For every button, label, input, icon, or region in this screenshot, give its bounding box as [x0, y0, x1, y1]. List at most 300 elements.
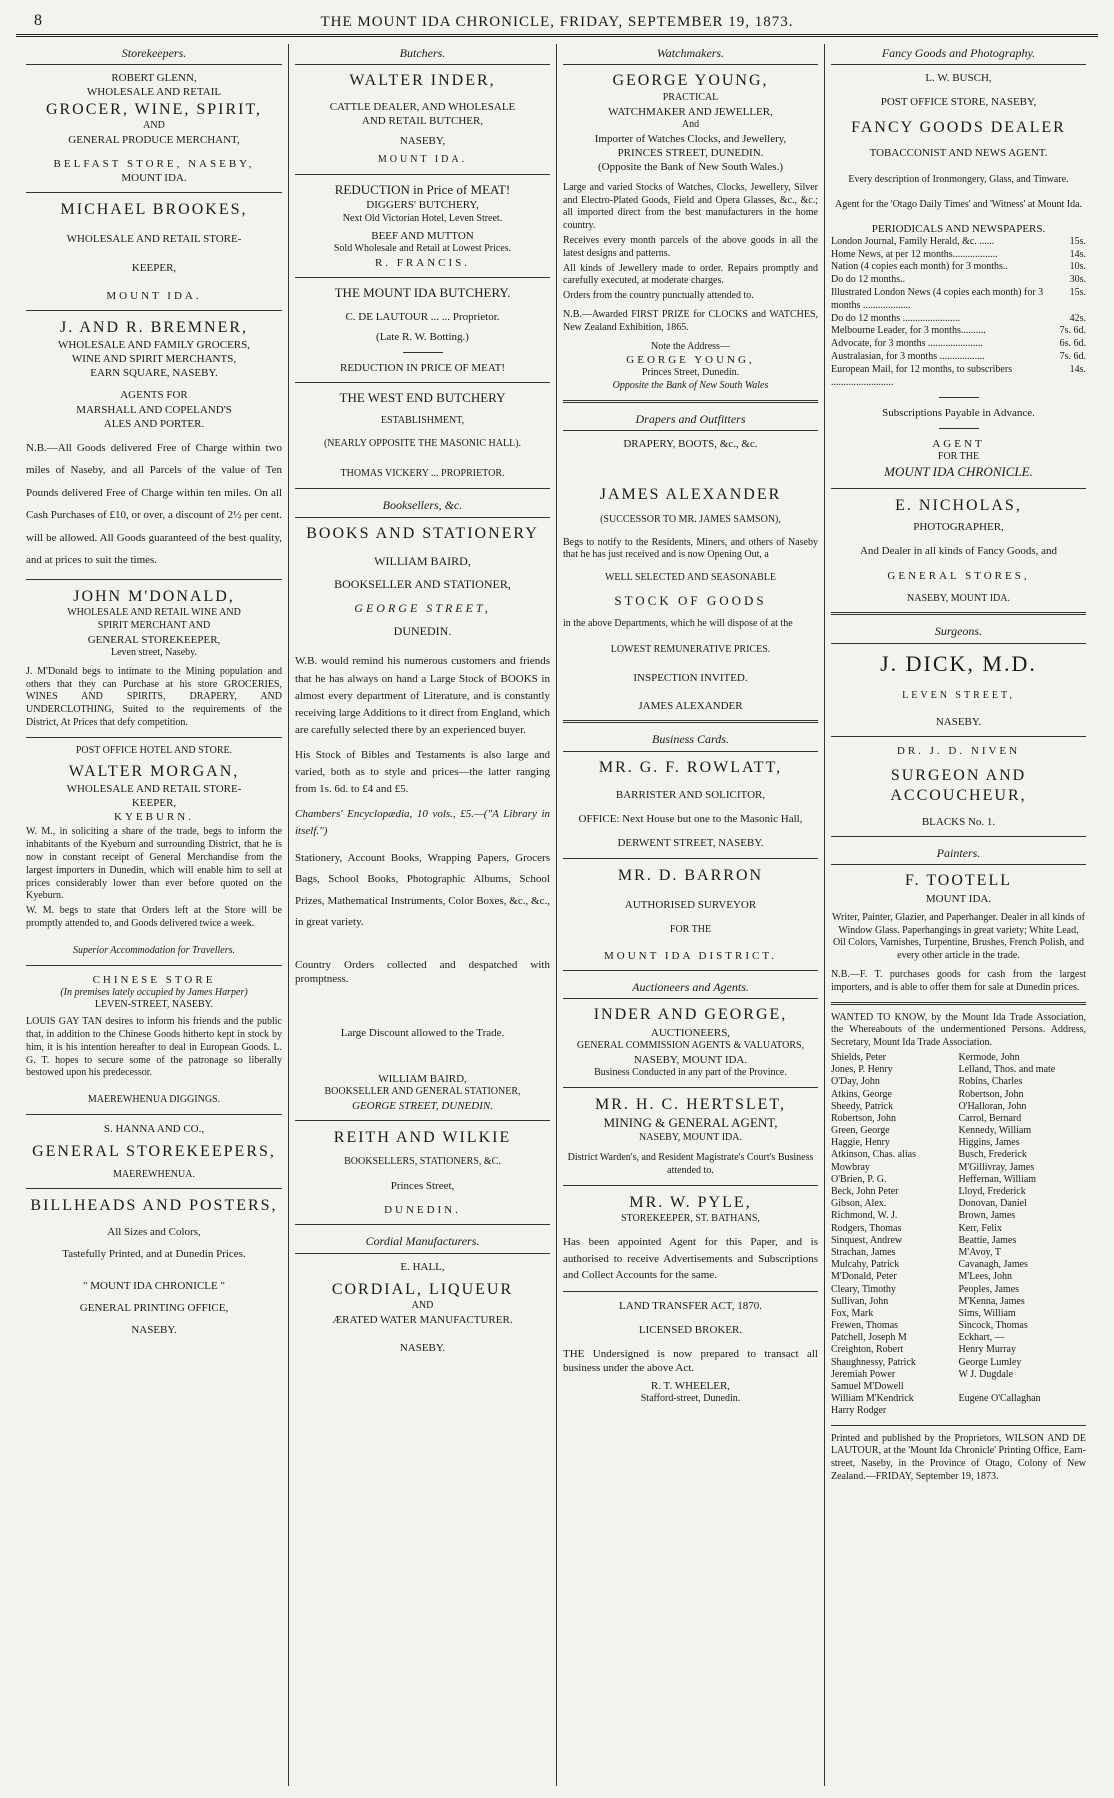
- ad-line: REDUCTION IN PRICE OF MEAT!: [340, 362, 505, 375]
- ad-tootell: [831, 871, 1086, 994]
- ad-chinese-store: [26, 973, 282, 1107]
- ad-line: L. W. BUSCH,: [925, 72, 992, 85]
- ad-niven: [831, 744, 1086, 829]
- name-entry: William M'Kendrick: [831, 1393, 914, 1405]
- name-entry: Atkinson, Chas. alias: [831, 1149, 916, 1161]
- ad-text: Has been appointed Agent for this Paper, and is authorised to receive Advertisements and Subscriptions and Collect Accounts for the same.: [563, 1236, 818, 1282]
- price-row: [831, 236, 1086, 249]
- names-list-right: [959, 1052, 1087, 1418]
- price-row: [831, 338, 1086, 351]
- ad-baird: [295, 524, 550, 1113]
- ad-line: AND: [411, 1300, 434, 1312]
- ad-line: R. FRANCIS.: [374, 257, 471, 270]
- ad-inder: [295, 71, 550, 167]
- ad-line: WATCHMAKER AND JEWELLER,: [608, 105, 773, 118]
- ad-line: (Late R. W. Botting.): [376, 331, 469, 344]
- name-entry: Sheedy, Patrick: [831, 1100, 894, 1112]
- ad-hertslet: [563, 1095, 818, 1178]
- ad-line: MR. D. BARRON: [617, 866, 764, 884]
- price-value: 30s.: [1069, 274, 1086, 286]
- ad-line: MICHAEL BROOKES,: [60, 201, 248, 219]
- name-entry: Robertson, John: [831, 1112, 896, 1124]
- name-entry: Cavanagh, James: [958, 1259, 1028, 1271]
- name-entry: Mulcahy, Patrick: [831, 1259, 900, 1271]
- name-entry: Mowbray: [831, 1161, 870, 1173]
- short-rule: [403, 352, 443, 353]
- section-heading-fancy-goods: Fancy Goods and Photography.: [831, 44, 1086, 65]
- ad-text: Orders from the country punctually attended to.: [563, 290, 754, 302]
- ad-line: WHOLESALE AND RETAIL STORE-: [66, 233, 242, 246]
- section-heading-surgeons: Surgeons.: [831, 622, 1086, 643]
- ad-line: AGENTS FOR: [120, 389, 188, 402]
- name-entry: Sims, William: [958, 1307, 1016, 1319]
- ad-text: Large and varied Stocks of Watches, Clocks, Jewellery, Silver and Electro-Plated Goods, Field and Opera Glasses, &c., &c.; all imported direct from the best manufacturers in the home country.: [563, 181, 818, 232]
- ad-text: Country Orders collected and despatched with promptness.: [295, 958, 550, 985]
- name-entry: Haggie, Henry: [831, 1137, 890, 1149]
- ad-line: NASEBY.: [399, 1342, 446, 1355]
- ad-pyle: [563, 1193, 818, 1284]
- ad-line: GENERAL PRINTING OFFICE,: [79, 1302, 229, 1315]
- price-value: 15s.: [1069, 235, 1086, 247]
- ad-dick: [831, 650, 1086, 729]
- price-row: [831, 261, 1086, 274]
- ad-line: WELL SELECTED AND SEASONABLE: [604, 572, 776, 584]
- ad-line: PERIODICALS AND NEWSPAPERS.: [871, 222, 1046, 235]
- ad-line: GENERAL STORES,: [887, 569, 1030, 582]
- name-entry: Beattie, James: [958, 1234, 1017, 1246]
- ad-line: WHOLESALE AND FAMILY GROCERS,: [57, 339, 250, 352]
- ad-line: SURGEON AND ACCOUCHEUR,: [890, 766, 1027, 805]
- ad-line: WHOLESALE AND RETAIL: [86, 86, 222, 99]
- price-row: [831, 274, 1086, 287]
- ad-line: WILLIAM BAIRD,: [374, 554, 471, 569]
- ad-line: GEORGE STREET,: [354, 600, 491, 615]
- name-entry: Rodgers, Thomas: [831, 1222, 902, 1234]
- price-row: [831, 249, 1086, 262]
- ad-line: Princes Street, Dunedin.: [641, 367, 740, 379]
- name-entry: Sincock, Thomas: [958, 1320, 1028, 1332]
- ad-line: PHOTOGRAPHER,: [913, 521, 1004, 534]
- section-heading-drapers: Drapers and Outfitters: [563, 410, 818, 431]
- ad-nicholas: [831, 496, 1086, 606]
- ad-bremner: [26, 318, 282, 572]
- ad-line: REDUCTION in Price of MEAT!: [334, 181, 511, 197]
- name-entry: Henry Murray: [958, 1344, 1016, 1356]
- name-entry: M'Lees, John: [958, 1271, 1012, 1283]
- ad-line: E. NICHOLAS,: [895, 496, 1022, 514]
- ad-inder-george: [563, 1005, 818, 1079]
- ad-line: (SUCCESSOR TO MR. JAMES SAMSON),: [600, 513, 781, 525]
- ad-text: THE Undersigned is now prepared to transact all business under the above Act.: [563, 1347, 818, 1374]
- ad-text: W. M. begs to state that Orders left at the Store will be promptly attended to, and Goods delivered twice a week.: [26, 905, 282, 929]
- price-value: 14s.: [1069, 248, 1086, 260]
- ad-line: GROCER, WINE, SPIRIT,: [45, 100, 263, 118]
- ad-line: ESTABLISHMENT,: [380, 414, 465, 426]
- ad-line: WINE AND SPIRIT MERCHANTS,: [71, 353, 237, 366]
- ad-brookes: [26, 200, 282, 303]
- ad-text: Large Discount allowed to the Trade.: [340, 1026, 505, 1039]
- ad-glenn: [26, 71, 282, 185]
- ad-diggers-butchery: [295, 182, 550, 270]
- ad-alexander: [563, 437, 818, 713]
- ad-billheads: [26, 1196, 282, 1337]
- column-1: [20, 44, 288, 1786]
- ad-line: INSPECTION INVITED.: [633, 672, 748, 685]
- ad-line: AUTHORISED SURVEYOR: [624, 898, 757, 911]
- short-rule: [939, 397, 979, 398]
- column-2: [288, 44, 556, 1786]
- section-heading-booksellers: Booksellers, &c.: [295, 496, 550, 517]
- masthead-rule: [16, 34, 1098, 37]
- name-entry: Kerr, Felix: [958, 1222, 1002, 1234]
- ad-line: (In premises lately occupied by James Harper): [60, 986, 248, 998]
- ad-text: His Stock of Bibles and Testaments is also large and varied, both as to style and prices—the latter ranging from 1s. 6d. to £4 and £5.: [295, 748, 550, 795]
- ad-text: Stationery, Account Books, Wrapping Papers, Grocers Bags, School Books, Photographic Albums, School Prizes, Mathematical Instruments, Color Boxes, &c., &c., in great variety.: [295, 851, 550, 929]
- ad-line: NASEBY,: [399, 134, 446, 147]
- section-heading-business-cards: Business Cards.: [563, 730, 818, 751]
- ad-line: GEORGE YOUNG,: [612, 72, 769, 90]
- name-entry: M'Kenna, James: [958, 1295, 1025, 1307]
- price-label: Nation (4 copies each month) for 3 months..: [831, 261, 1008, 273]
- price-value: 42s.: [1069, 312, 1086, 324]
- divider: [26, 310, 282, 311]
- name-entry: Lelland, Thos. and mate: [958, 1064, 1056, 1076]
- price-label: Advocate, for 3 months ......................: [831, 338, 983, 350]
- name-entry: Creighton, Robert: [831, 1344, 904, 1356]
- ad-line: SPIRIT MERCHANT AND: [97, 620, 211, 632]
- price-value: 6s. 6d.: [1059, 338, 1086, 350]
- ad-line: DUNEDIN.: [384, 1204, 461, 1217]
- price-list: [831, 236, 1086, 390]
- divider: [831, 612, 1086, 615]
- section-heading-painters: Painters.: [831, 844, 1086, 865]
- ad-text: Agent for the 'Otago Daily Times' and 'Witness' at Mount Ida.: [834, 198, 1083, 210]
- ad-line: And Dealer in all kinds of Fancy Goods, and: [859, 545, 1058, 558]
- divider: [295, 1224, 550, 1225]
- name-entry: Frewen, Thomas: [831, 1320, 899, 1332]
- ad-line: C. DE LAUTOUR ... ... Proprietor.: [345, 310, 500, 323]
- ad-line: MOUNT IDA.: [925, 892, 992, 905]
- ad-west-end-butchery: [295, 390, 550, 481]
- ad-line: LOWEST REMUNERATIVE PRICES.: [610, 644, 771, 656]
- ad-line: (NEARLY OPPOSITE THE MASONIC HALL).: [323, 437, 522, 449]
- price-value: 7s. 6d.: [1059, 325, 1086, 337]
- ad-line: AUCTIONEERS,: [650, 1026, 731, 1039]
- ad-line: BOOKSELLERS, STATIONERS, &C.: [344, 1156, 501, 1168]
- ad-line: ÆRATED WATER MANUFACTURER.: [332, 1313, 513, 1326]
- names-list-left: [831, 1052, 959, 1418]
- ad-rowlatt: [563, 758, 818, 851]
- name-entry: George Lumley: [958, 1356, 1022, 1368]
- ad-line: BELFAST STORE, NASEBY,: [53, 157, 255, 170]
- price-label: Illustrated London News (4 copies each month) for 3 months ...................: [831, 286, 1044, 311]
- name-entry: Carrol, Bernard: [958, 1112, 1022, 1124]
- ad-line: Business Conducted in any part of the Province.: [594, 1066, 787, 1078]
- ad-line: LICENSED BROKER.: [638, 1323, 743, 1336]
- ad-line: FOR THE: [937, 451, 980, 463]
- ad-line: ALES AND PORTER.: [103, 417, 205, 430]
- divider: [26, 192, 282, 193]
- name-entry: Robins, Charles: [958, 1076, 1023, 1088]
- ad-line: POST OFFICE HOTEL AND STORE.: [75, 744, 233, 756]
- ad-line: GENERAL PRODUCE MERCHANT,: [68, 133, 240, 146]
- ad-land-transfer: [563, 1299, 818, 1406]
- ad-mount-ida-butchery: [295, 285, 550, 375]
- price-row: [831, 313, 1086, 326]
- ad-line: All Sizes and Colors,: [107, 1225, 201, 1238]
- ad-line: MARSHALL AND COPELAND'S: [76, 403, 232, 416]
- ad-line: JAMES ALEXANDER: [599, 486, 782, 504]
- ad-line: WHOLESALE AND RETAIL WINE AND: [67, 607, 241, 619]
- page-title: THE MOUNT IDA CHRONICLE, FRIDAY, SEPTEMBER 19, 1873.: [320, 14, 794, 30]
- ad-line: GEORGE STREET, DUNEDIN.: [352, 1099, 493, 1112]
- ad-line: NASEBY.: [131, 1324, 177, 1337]
- ad-line: DERWENT STREET, NASEBY.: [617, 837, 764, 850]
- name-entry: Peoples, James: [958, 1283, 1020, 1295]
- ad-line: Princes Street,: [390, 1180, 455, 1193]
- divider: [26, 737, 282, 738]
- ad-line: NASEBY, MOUNT IDA.: [639, 1131, 742, 1143]
- ad-barron: [563, 866, 818, 963]
- divider: [295, 174, 550, 175]
- ad-line: KYEBURN.: [114, 811, 194, 824]
- ad-busch: [831, 71, 1086, 481]
- price-label: Do do 12 months .......................: [831, 312, 961, 324]
- name-entry: M'Avoy, T: [958, 1246, 1001, 1258]
- ad-line: DR. J. D. NIVEN: [896, 744, 1021, 757]
- ad-line: DRAPERY, BOOTS, &c., &c.: [623, 438, 758, 451]
- name-entry: Cleary, Timothy: [831, 1283, 896, 1295]
- name-entry: Atkins, George: [831, 1088, 892, 1100]
- ad-text: LOUIS GAY TAN desires to inform his friends and the public that, in addition to the Chinese Goods hitherto kept in stock by him, it is his intention hereafter to deal in European Goods. L. G. T. hopes to secure some of the patronage so liberally bestowed upon his predecessor.: [26, 1016, 282, 1079]
- name-entry: Richmond, W. J.: [831, 1210, 898, 1222]
- ad-line: MOUNT IDA.: [106, 289, 202, 302]
- divider: [563, 858, 818, 859]
- ad-line: MOUNT IDA.: [121, 171, 187, 184]
- ad-text: Every description of Ironmongery, Glass, and Tinware.: [848, 174, 1069, 186]
- name-entry: Green, George: [831, 1125, 890, 1137]
- ad-line: NASEBY, MOUNT IDA.: [907, 592, 1010, 604]
- ad-text: in the above Departments, which he will dispose of at the: [563, 617, 793, 629]
- ad-hall: [295, 1260, 550, 1356]
- ad-line: Sold Wholesale and Retail at Lowest Prices.: [333, 243, 512, 255]
- ad-line: PRINCES STREET, DUNEDIN.: [617, 146, 764, 159]
- ad-line: DIGGERS' BUTCHERY,: [366, 199, 479, 212]
- ad-text: N.B.—Awarded FIRST PRIZE for CLOCKS and WATCHES, New Zealand Exhibition, 1865.: [563, 308, 818, 333]
- price-value: 7s. 6d.: [1059, 350, 1086, 362]
- ad-wanted-to-know: [831, 1012, 1086, 1418]
- section-heading-watchmakers: Watchmakers.: [563, 44, 818, 65]
- name-entry: Strachan, James: [831, 1246, 896, 1258]
- name-entry: Jeremiah Power: [831, 1368, 896, 1380]
- divider: [563, 1291, 818, 1292]
- price-label: Home News, at per 12 months..................: [831, 248, 998, 260]
- ad-hanna: [26, 1122, 282, 1181]
- divider: [295, 488, 550, 489]
- ad-line: OFFICE: Next House but one to the Masonic Hall,: [578, 813, 803, 826]
- ad-line: LAND TRANSFER ACT, 1870.: [619, 1299, 762, 1312]
- ad-morgan: [26, 745, 282, 958]
- price-row: [831, 364, 1086, 390]
- ad-text: W. M., in soliciting a share of the trade, begs to inform the inhabitants of the Kyeburn and surrounding District, that he is now in constant receipt of General Merchandise from the largest importers in Dunedin, which will enable him to sell at prices considerably lower than ever before quoted on the Kyeburn.: [26, 826, 282, 902]
- name-entry: Heffernan, William: [958, 1173, 1037, 1185]
- short-rule: [939, 428, 979, 429]
- ad-line: BOOKSELLER AND GENERAL STATIONER,: [324, 1085, 521, 1097]
- divider: [563, 1185, 818, 1186]
- ad-line: GEORGE YOUNG,: [626, 354, 755, 367]
- ad-line: S. HANNA AND CO.,: [103, 1122, 205, 1135]
- ad-line: MAEREWHENUA.: [113, 1168, 195, 1180]
- section-heading-storekeepers: Storekeepers.: [26, 44, 282, 65]
- ad-line: J. AND R. BREMNER,: [59, 318, 249, 336]
- name-entry: Samuel M'Dowell: [831, 1381, 904, 1392]
- ad-mcdonald: [26, 587, 282, 730]
- ad-line: MOUNT IDA.: [377, 154, 468, 166]
- ad-line: J. DICK, M.D.: [880, 650, 1037, 676]
- ad-line: Superior Accommodation for Travellers.: [72, 944, 236, 956]
- name-entry: Robertson, John: [958, 1088, 1024, 1100]
- ad-line: F. TOOTELL: [904, 872, 1012, 890]
- ad-line: JOHN M'DONALD,: [73, 587, 235, 605]
- price-label: European Mail, for 12 months, to subscribers .........................: [831, 363, 1013, 388]
- ad-line: WALTER INDER,: [349, 72, 496, 90]
- divider: [831, 1425, 1086, 1426]
- ad-line: THE WEST END BUTCHERY: [339, 390, 506, 406]
- ad-line: CATTLE DEALER, AND WHOLESALE: [329, 100, 516, 113]
- ad-line: Note the Address—: [651, 340, 730, 352]
- ad-line: GENERAL STOREKEEPER,: [87, 634, 221, 646]
- name-entry: O'Halloran, John: [958, 1100, 1027, 1112]
- name-entry: Harry Rodger: [831, 1405, 887, 1417]
- ad-text: Chambers' Encyclopædia, 10 vols., £5.—("A Library in itself."): [295, 807, 550, 837]
- ad-line: REITH AND WILKIE: [333, 1128, 512, 1146]
- ad-line: DUNEDIN.: [393, 624, 452, 639]
- ad-line: WILLIAM BAIRD,: [378, 1072, 467, 1085]
- ad-text: N.B.—All Goods delivered Free of Charge within two miles of Naseby, and all Parcels of the value of Ten Pounds delivered Free of Charge within ten miles. On all Cash Purchases of £10, or over, a discount of 2½ per cent. will be allowed. All Goods guaranteed of the best quality, and at prices to suit the times.: [26, 441, 282, 567]
- name-entry: Donovan, Daniel: [958, 1198, 1027, 1210]
- ad-line: NASEBY, MOUNT IDA.: [633, 1053, 748, 1066]
- ad-line: And: [681, 118, 700, 130]
- ad-line: Next Old Victorian Hotel, Leven Street.: [342, 212, 503, 224]
- name-entry: Kennedy, William: [958, 1125, 1032, 1137]
- page-number: 8: [34, 12, 42, 29]
- ad-line: BILLHEADS AND POSTERS,: [30, 1197, 278, 1215]
- divider: [563, 720, 818, 723]
- ad-text: J. M'Donald begs to intimate to the Mining population and others that they can Purchase at his store GROCERIES, WINES AND SPIRITS, DRAPERY, AND UNDERCLOTHING, Suited to the requirements of the District, At Prices that defy competition.: [26, 665, 282, 729]
- price-label: Melbourne Leader, for 3 months..........: [831, 325, 986, 337]
- ad-reith-wilkie: [295, 1128, 550, 1217]
- ad-line: Subscriptions Payable in Advance.: [882, 407, 1035, 420]
- imprint: Printed and published by the Proprietors, WILSON AND DE LAUTOUR, at the 'Mount Ida Chronicle' Printing Office, Earn-street, Naseby, in the Province of Otago, Colony of New Zealand.—FRIDAY, September 19, 1873.: [831, 1432, 1086, 1482]
- ad-line: JAMES ALEXANDER: [638, 700, 743, 713]
- price-label: Australasian, for 3 months ..................: [831, 350, 985, 362]
- name-entry: Gibson, Alex.: [831, 1198, 887, 1210]
- ad-text: All kinds of Jewellery made to order. Repairs promptly and carefully executed, at moderate charges.: [563, 262, 818, 287]
- name-entry: Sullivan, John: [831, 1295, 889, 1307]
- divider: [563, 970, 818, 971]
- ad-text: WANTED TO KNOW, by the Mount Ida Trade Association, the Whereabouts of the undermentioned Persons. Address, Secretary, Mount Ida Trade Association.: [831, 1011, 1086, 1049]
- ad-line: GENERAL STOREKEEPERS,: [32, 1143, 276, 1161]
- ad-line: STOREKEEPER, ST. BATHANS,: [621, 1213, 760, 1225]
- divider: [295, 382, 550, 383]
- price-value: 14s.: [1069, 363, 1086, 375]
- ad-line: District Warden's, and Resident Magistrate's Court's Business attended to.: [567, 1152, 814, 1177]
- ad-line: Opposite the Bank of New South Wales: [612, 380, 769, 392]
- ad-line: NASEBY.: [935, 715, 982, 728]
- ad-line: " MOUNT IDA CHRONICLE ": [82, 1279, 225, 1292]
- name-entry: O'Day, John: [831, 1076, 880, 1088]
- ad-line: E. HALL,: [400, 1260, 445, 1273]
- ad-line: BEEF AND MUTTON: [371, 230, 474, 243]
- ad-text: Writer, Painter, Glazier, and Paperhanger. Dealer in all kinds of Window Glass. Paperhangings in great variety; White Lead, Oil Colors, Varnishes, Turpentine, Brushes, French Polish, and every other article in the trade.: [831, 911, 1086, 962]
- ad-line: CORDIAL, LIQUEUR: [331, 1280, 514, 1298]
- divider: [831, 488, 1086, 489]
- ad-line: THOMAS VICKERY ... PROPRIETOR.: [340, 468, 505, 480]
- name-entry: Higgins, James: [958, 1137, 1020, 1149]
- ad-line: ROBERT GLENN,: [111, 72, 197, 85]
- column-3: [556, 44, 824, 1786]
- divider: [26, 1188, 282, 1189]
- name-entry: Lloyd, Frederick: [958, 1186, 1026, 1197]
- ad-line: MAEREWHENUA DIGGINGS.: [87, 1094, 221, 1106]
- ad-text: Receives every month parcels of the above goods in all the latest designs and patterns.: [563, 234, 818, 259]
- name-entry: M'Donald, Peter: [831, 1271, 897, 1283]
- ad-line: TOBACCONIST AND NEWS AGENT.: [869, 146, 1048, 159]
- ad-line: MR. W. PYLE,: [629, 1193, 752, 1211]
- name-entry: Kermode, John: [958, 1051, 1020, 1063]
- name-entry: O'Brien, P. G.: [831, 1173, 887, 1185]
- ad-line: PRACTICAL: [662, 91, 719, 103]
- price-row: [831, 287, 1086, 313]
- name-entry: W J. Dugdale: [958, 1368, 1014, 1380]
- ad-line: EARN SQUARE, NASEBY.: [90, 367, 218, 380]
- name-entry: Sinquest, Andrew: [831, 1234, 903, 1246]
- ad-young: [563, 71, 818, 393]
- ad-line: WALTER MORGAN,: [68, 762, 240, 780]
- price-value: 15s.: [1069, 286, 1086, 298]
- price-label: London Journal, Family Herald, &c. ......: [831, 235, 995, 247]
- divider: [563, 400, 818, 403]
- ad-line: Tastefully Printed, and at Dunedin Prices.: [62, 1247, 246, 1260]
- name-entry: Jones, P. Henry: [831, 1064, 893, 1076]
- ad-line: LEVEN-STREET, NASEBY.: [94, 999, 214, 1011]
- name-entry: Brown, James: [958, 1210, 1016, 1222]
- ad-line: Importer of Watches Clocks, and Jewellery,: [594, 132, 787, 145]
- name-entry: Shields, Peter: [831, 1051, 886, 1063]
- ad-line: GENERAL COMMISSION AGENTS & VALUATORS,: [576, 1039, 805, 1051]
- ad-line: STOCK OF GOODS: [614, 593, 767, 609]
- ad-line: BOOKSELLER AND STATIONER,: [334, 577, 511, 592]
- price-row: [831, 325, 1086, 338]
- ad-line: INDER AND GEORGE,: [593, 1006, 788, 1024]
- ad-text: W.B. would remind his numerous customers and friends that he has always on hand a Large Stock of BOOKS in almost every department of Literature, and is constantly receiving large Additions to it direct from England, which are carefully selected there by an experienced buyer.: [295, 655, 550, 736]
- price-value: 10s.: [1069, 261, 1086, 273]
- ad-line: MOUNT IDA CHRONICLE.: [884, 464, 1033, 480]
- divider: [831, 836, 1086, 837]
- ad-line: THE MOUNT IDA BUTCHERY.: [334, 285, 511, 301]
- section-heading-butchers: Butchers.: [295, 44, 550, 65]
- divider: [26, 1114, 282, 1115]
- name-entry: Patchell, Joseph M: [831, 1332, 907, 1344]
- ad-line: AND: [143, 119, 165, 131]
- ad-line: WHOLESALE AND RETAIL STORE-: [66, 783, 242, 796]
- price-label: Do do 12 months..: [831, 274, 906, 286]
- ad-line: AGENT: [932, 438, 985, 451]
- ad-line: BARRISTER AND SOLICITOR,: [615, 789, 766, 802]
- divider: [563, 1087, 818, 1088]
- ad-line: BOOKS AND STATIONERY: [306, 524, 539, 542]
- ad-line: KEEPER,: [131, 261, 177, 274]
